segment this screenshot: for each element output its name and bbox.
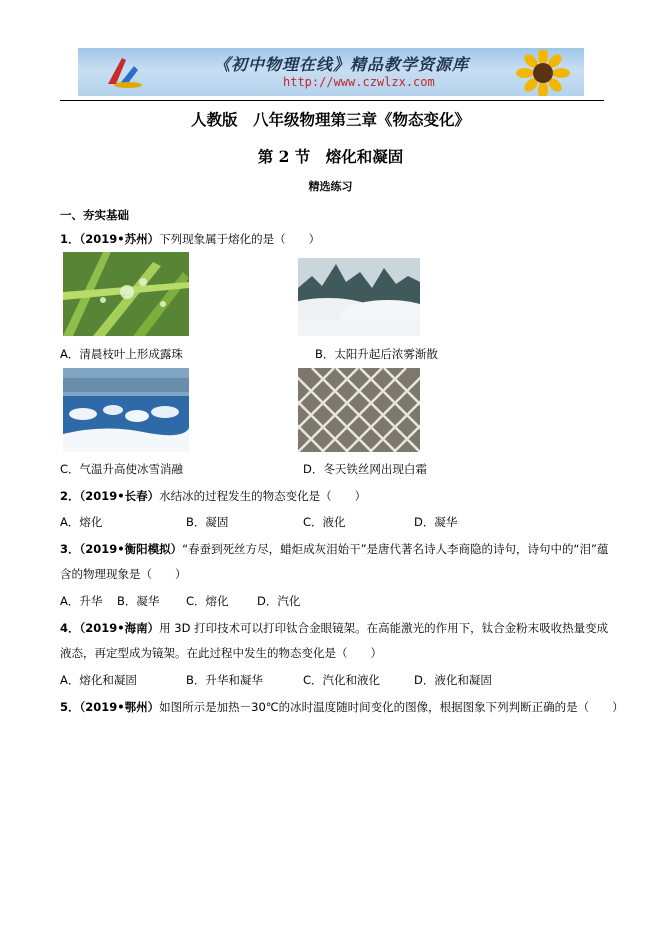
banner-title: 《初中物理在线》精品教学资源库 [214,55,470,74]
q1-option-c: C．气温升高使冰雪消融 [60,462,184,476]
section-subtitle: 精选练习 [308,180,353,193]
q1-option-a: A．清晨枝叶上形成露珠 [60,347,183,361]
q1-option-b: B．太阳升起后浓雾渐散 [315,347,438,361]
question-number: 3． [60,542,80,556]
question-source: （2019•海南） [79,621,160,635]
sunflower-icon [510,50,576,96]
q3-option-c: C．熔化 [186,594,229,608]
section-title: 第 2 节 熔化和凝固 [257,147,404,166]
q3-option-a: A．升华 [60,594,103,608]
question-1 [60,231,320,247]
question-number: 5． [60,700,80,714]
q4-option-b: B．升华和凝华 [186,673,263,687]
frost-on-wire-fence-image [298,368,420,452]
banner-url: http://www.czwlzx.com [283,75,435,89]
page-title: 人教版 八年级物理第三章《物态变化》 [190,110,470,129]
question-number: 2． [60,489,80,503]
q1-option-d: D．冬天铁丝网出现白霜 [303,462,427,476]
question-4-continued: 液态，再定型成为镜架。在此过程中发生的物态变化是（ ） [60,646,382,660]
question-text: “春蚕到死丝方尽，蜡炬成灰泪始干”是唐代著名诗人李商隐的诗句，诗句中的“泪”蕴 [182,542,609,556]
part-heading: 一、夯实基础 [60,208,129,222]
site-logo-icon [104,54,144,90]
question-text: 用 3D 打印技术可以打印钛合金眼镜架。在高能激光的作用下，钛合金粉末吸收热量变成 [159,621,609,635]
question-number: 4． [60,621,80,635]
dewdrops-on-leaves-image [63,252,189,336]
question-3 [60,541,608,557]
q4-option-d: D．液化和凝固 [414,673,492,687]
q4-option-c: C．汽化和液化 [303,673,381,687]
question-source: （2019•鄂州） [79,700,160,714]
question-4 [60,620,608,636]
q2-option-c: C．液化 [303,515,346,529]
question-3-continued: 含的物理现象是（ ） [60,567,187,581]
question-source: （2019•长春） [79,489,160,503]
question-5 [60,699,624,715]
header-banner [78,48,584,96]
question-number: 1． [60,232,80,246]
fog-over-mountains-image [298,258,420,336]
question-text: 下列现象属于熔化的是（ ） [159,232,321,246]
q2-option-b: B．凝固 [186,515,229,529]
question-text: 如图所示是加热－30℃的冰时温度随时间变化的图像，根据图象下列判断正确的是（ ） [159,700,624,714]
q2-option-a: A．熔化 [60,515,103,529]
q2-option-d: D．凝华 [414,515,458,529]
melting-ice-and-snow-image [63,368,189,452]
q4-option-a: A．熔化和凝固 [60,673,137,687]
q3-option-d: D．汽化 [257,594,301,608]
question-source: （2019•衡阳模拟） [79,542,183,556]
q3-option-b: B．凝华 [117,594,160,608]
question-source: （2019•苏州） [79,232,160,246]
header-divider [60,100,604,101]
question-text: 水结冰的过程发生的物态变化是（ ） [159,489,367,503]
question-2 [60,488,366,504]
